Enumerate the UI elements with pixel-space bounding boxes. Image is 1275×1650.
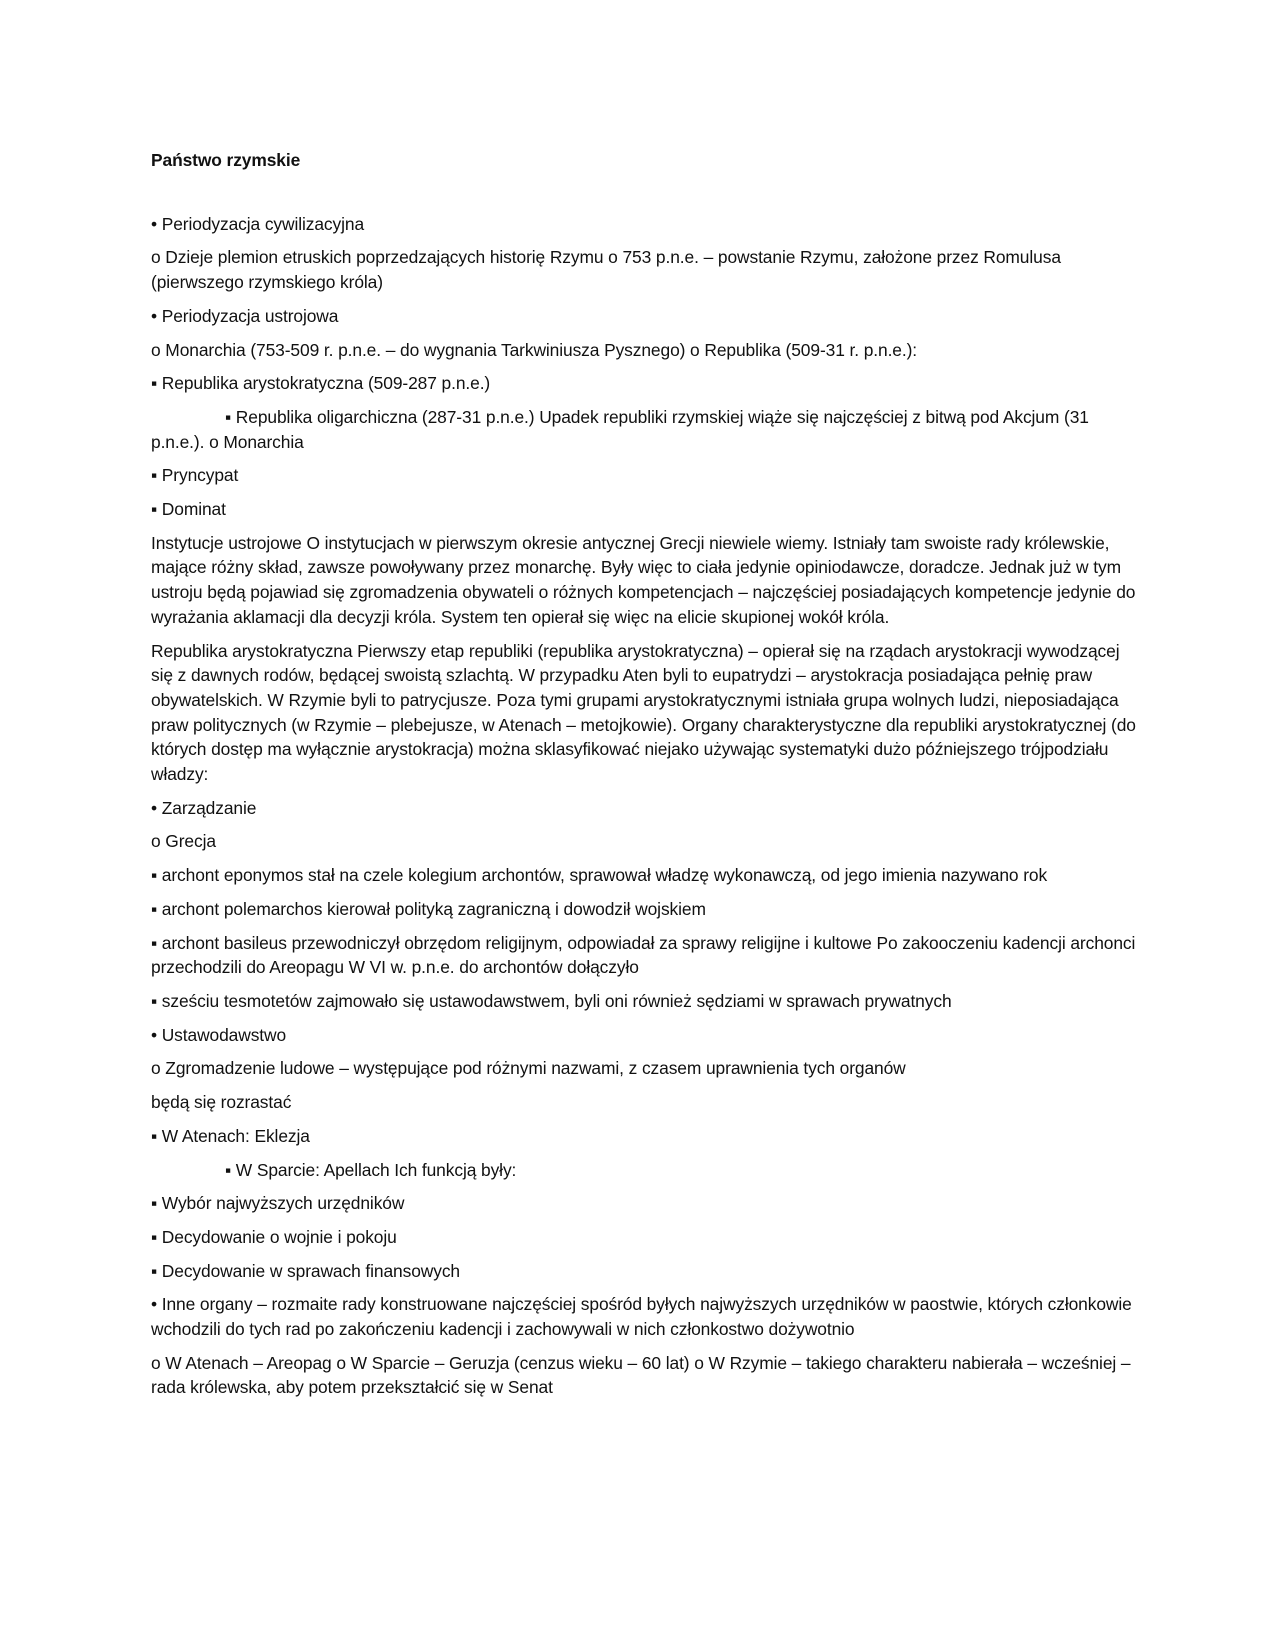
paragraph: • Periodyzacja cywilizacyjna	[151, 213, 365, 234]
paragraph: ▪ Wybór najwyższych urzędników	[151, 1193, 405, 1214]
paragraph: ▪ archont basileus przewodniczył obrzędom religijnym, odpowiadał za sprawy religijne i kultowe Po zakooczeniu kadencji archonci przechodzili do Areopagu W VI w. p.n.e. do archontów dołączyło	[151, 932, 1136, 978]
paragraph: Instytucje ustrojowe O instytucjach w pierwszym okresie antycznej Grecji niewiele wiemy. Istniały tam swoiste rady królewskie, mające różny skład, zawsze powoływany przez monarchę. Były więc to ciała jedynie opiniodawcze, doradcze. Jednak już w tym ustroju będą pojawiad się zgromadzenia obywateli o różnych kompetencjach – najczęściej posiadających kompetencje jedynie do wyrażania aklamacji dla decyzji króla. System ten opierał się więc na elicie skupionej wokół króla.	[151, 532, 1136, 627]
paragraph: • Periodyzacja ustrojowa	[151, 305, 339, 326]
paragraph-text: ▪ Republika oligarchiczna (287-31 p.n.e.) Upadek republiki rzymskiej wiąże się najczęściej z bitwą pod Akcjum (31 p.n.e.). o Monarchia	[151, 406, 1089, 452]
paragraph: ▪ Pryncypat	[151, 465, 239, 486]
paragraph: Republika arystokratyczna Pierwszy etap republiki (republika arystokratyczna) – opierał się na rządach arystokracji wywodzącej się z dawnych rodów, będącej swoistą szlachtą. W przypadku Aten byli to eupatrydzi – arystokracja posiadająca pełnię praw obywatelskich. W Rzymie byli to patrycjusze. Poza tymi grupami arystokratycznymi istniała grupa wolnych ludzi, nieposiadająca praw politycznych (w Rzymie – plebejusze, w Atenach – metojkowie). Organy charakterystyczne dla republiki arystokratycznej (do których dostęp ma wyłącznie arystokracja) można sklasyfikować niejako używając systematyki dużo późniejszego trójpodziału władzy:	[151, 640, 1136, 785]
paragraph: o Dzieje plemion etruskich poprzedzających historię Rzymu o 753 p.n.e. – powstanie Rzymu, założone przez Romulusa (pierwszego rzymskiego króla)	[151, 247, 1061, 293]
paragraph: ▪ sześciu tesmotetów zajmowało się ustawodawstwem, byli oni również sędziami w sprawach prywatnych	[151, 990, 952, 1011]
paragraph: o W Atenach – Areopag o W Sparcie – Geruzja (cenzus wieku – 60 lat) o W Rzymie – takiego charakteru nabierała – wcześniej – rada królewska, aby potem przekształcić się w Senat	[151, 1352, 1131, 1398]
paragraph	[151, 1158, 1136, 1183]
paragraph: • Inne organy – rozmaite rady konstruowane najczęściej spośród byłych najwyższych urzędników w paostwie, których członkowie wchodzili do tych rad po zakończeniu kadencji i zachowywali w nich członkostwo dożywotnio	[151, 1294, 1132, 1340]
paragraph: ▪ archont eponymos stał na czele kolegium archontów, sprawował władzę wykonawczą, od jego imienia nazywano rok	[151, 865, 1048, 886]
paragraph: ▪ archont polemarchos kierował polityką zagraniczną i dowodził wojskiem	[151, 898, 706, 919]
paragraph: ▪ Dominat	[151, 499, 226, 520]
paragraph-text: ▪ W Sparcie: Apellach Ich funkcją były:	[225, 1159, 517, 1180]
paragraph: będą się rozrastać	[151, 1092, 292, 1113]
document-page	[151, 148, 1136, 1409]
paragraph: ▪ Republika arystokratyczna (509-287 p.n.e.)	[151, 373, 491, 394]
paragraph: o Zgromadzenie ludowe – występujące pod różnymi nazwami, z czasem uprawnienia tych organów	[151, 1058, 906, 1079]
paragraph: o Grecja	[151, 831, 216, 852]
paragraph: ▪ Decydowanie o wojnie i pokoju	[151, 1226, 397, 1247]
paragraph: • Ustawodawstwo	[151, 1024, 287, 1045]
paragraph: • Zarządzanie	[151, 797, 257, 818]
document-title: Państwo rzymskie	[151, 150, 301, 170]
paragraph: o Monarchia (753-509 r. p.n.e. – do wygnania Tarkwiniusza Pysznego) o Republika (509-31 r. p.n.e.):	[151, 339, 918, 360]
paragraph: ▪ Decydowanie w sprawach finansowych	[151, 1260, 460, 1281]
paragraph	[151, 405, 1136, 454]
paragraph: ▪ W Atenach: Eklezja	[151, 1125, 310, 1146]
